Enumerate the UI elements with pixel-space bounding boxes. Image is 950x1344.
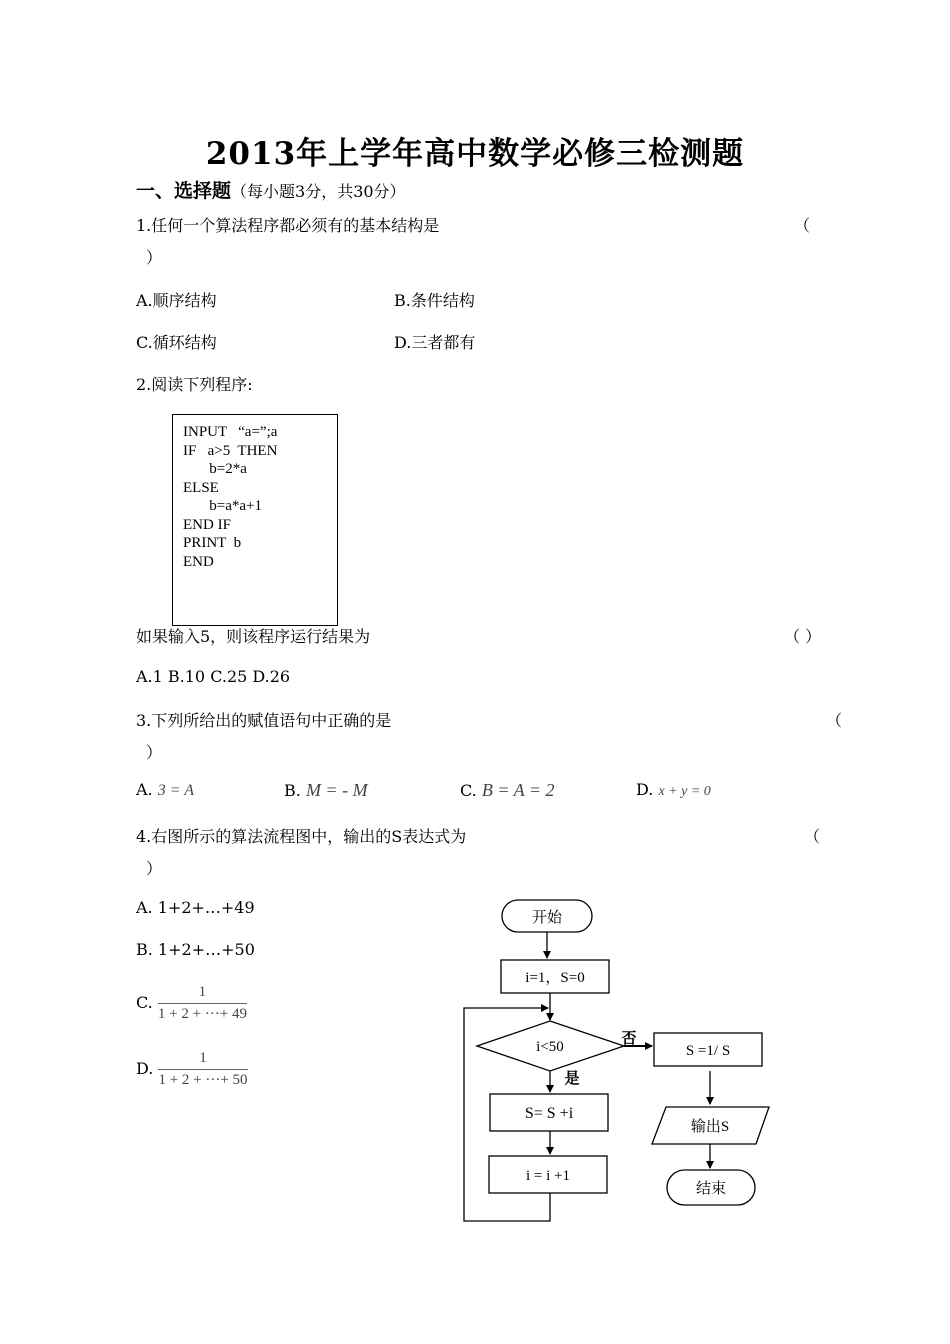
yes-label: 是: [564, 1071, 580, 1087]
q2-options: A.1 B.10 C.25 D.26: [136, 667, 291, 686]
q4-stem: 4.右图所示的算法流程图中，输出的S表达式为: [136, 827, 467, 846]
condition-label: i<50: [536, 1039, 564, 1055]
option-label: D.: [136, 1059, 154, 1078]
q4-option-a: A. 1+2+…+49: [136, 898, 255, 917]
output-label: 输出S: [690, 1119, 730, 1135]
start-label: 开始: [531, 910, 563, 926]
page-title: 2013年上学年高中数学必修三检测题: [205, 136, 745, 172]
code-line: IF a>5 THEN: [183, 442, 278, 459]
q3-answer-paren-close: ）: [146, 743, 163, 762]
option-label: A.: [136, 780, 153, 799]
fraction-numerator: 1: [199, 1050, 207, 1066]
q1-answer-paren-close: ）: [146, 248, 163, 267]
option-label: C.: [460, 781, 477, 800]
q2-answer-paren: （ ）: [784, 627, 822, 646]
q2-stem: 2.阅读下列程序:: [136, 375, 253, 394]
code-line: ELSE: [183, 479, 219, 496]
section-note: （每小题3分，共30分）: [231, 182, 406, 201]
code-line: END: [183, 553, 214, 570]
code-line: INPUT “a=”;a: [183, 424, 278, 440]
option-label: B.: [284, 781, 301, 800]
option-expr: B = A = 2: [481, 780, 555, 800]
q2-ask: 如果输入5，则该程序运行结果为: [136, 627, 371, 646]
q1-option-a: A.顺序结构: [136, 291, 217, 310]
code-line: b=2*a: [183, 461, 247, 477]
reciprocal-label: S =1/ S: [685, 1043, 731, 1059]
option-expr: x + y = 0: [658, 784, 711, 799]
q3-answer-paren-open: （: [826, 711, 843, 730]
q4-option-b: B. 1+2+…+50: [136, 940, 255, 959]
code-line: b=a*a+1: [183, 498, 262, 514]
option-label: D.: [636, 780, 654, 799]
code-line: END IF: [183, 516, 231, 533]
q4-answer-paren-close: ）: [146, 859, 163, 878]
option-expr: M = - M: [305, 780, 368, 800]
fraction-numerator: 1: [198, 984, 207, 1000]
init-label: i=1，S=0: [525, 970, 585, 986]
option-label: C.: [136, 993, 153, 1012]
q1-answer-paren-open: （: [794, 216, 811, 235]
q1-stem: 1.任何一个算法程序都必须有的基本结构是: [136, 216, 440, 235]
increment-label: i = i +1: [525, 1168, 571, 1184]
fraction-denominator: 1 + 2 + ···+ 50: [158, 1069, 247, 1089]
q1-option-c: C.循环结构: [136, 333, 217, 352]
code-line: PRINT b: [183, 535, 242, 551]
no-label: 否: [621, 1031, 637, 1047]
fraction-denominator: 1 + 2 + ···+ 49: [158, 1003, 247, 1023]
q1-option-d: D.三者都有: [394, 333, 476, 352]
section-title: 一、选择题: [136, 180, 232, 202]
q1-option-b: B.条件结构: [394, 291, 475, 310]
q3-stem: 3.下列所给出的赋值语句中正确的是: [136, 711, 392, 730]
q4-answer-paren-open: （: [804, 827, 821, 846]
end-label: 结束: [695, 1181, 727, 1197]
option-expr: 3 = A: [157, 782, 195, 799]
add-label: S= S +i: [524, 1105, 574, 1122]
